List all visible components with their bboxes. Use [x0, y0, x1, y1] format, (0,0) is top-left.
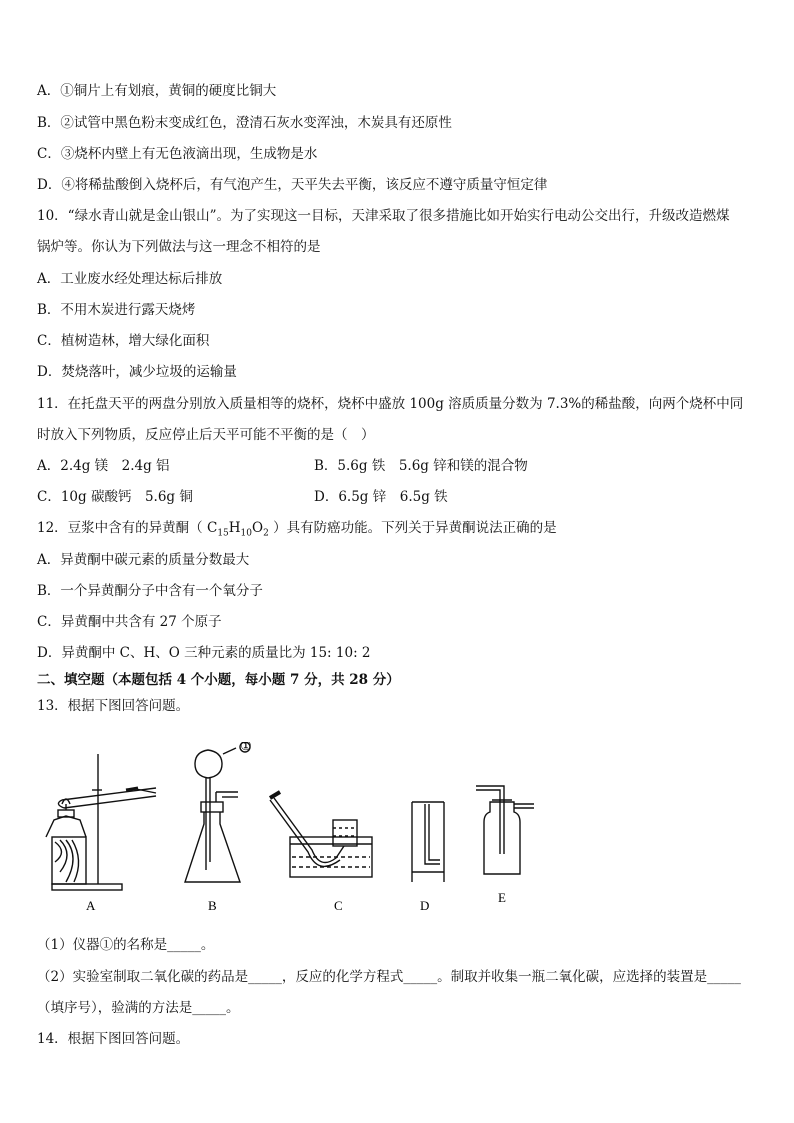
q9-option-d: D．④将稀盐酸倒入烧杯后，有气泡产生，天平失去平衡，该反应不遵守质量守恒定律	[37, 177, 548, 193]
label-b: B	[208, 898, 217, 913]
q9-option-c: C．③烧杯内壁上有无色液滴出现，生成物是水	[37, 146, 318, 162]
q11-option-b: B．5.6g 铁 5.6g 锌和镁的混合物	[314, 458, 528, 474]
formula-sub-o: 2	[263, 528, 269, 539]
apparatus-a	[46, 754, 156, 890]
formula-o: O	[252, 520, 264, 536]
apparatus-d	[412, 802, 444, 882]
q13-part-2-line1: （2）实验室制取二氧化碳的药品是_____，反应的化学方程式_____。制取并收集一瓶二氧化碳，应选择的装置是_____	[37, 969, 741, 985]
q10-option-c: C．植树造林，增大绿化面积	[37, 333, 210, 349]
formula-sub-h: 10	[240, 528, 252, 539]
apparatus-figure	[40, 742, 580, 917]
q12-option-d: D．异黄酮中 C、H、O 三种元素的质量比为 15: 10: 2	[37, 645, 371, 661]
label-c: C	[334, 898, 343, 913]
apparatus-diagram	[40, 742, 580, 917]
formula-h: H	[228, 520, 241, 536]
q12-option-b: B．一个异黄酮分子中含有一个氧分子	[37, 583, 263, 599]
q11-option-c: C．10g 碳酸钙 5.6g 铜	[37, 489, 193, 505]
q14-stem: 14．根据下图回答问题。	[37, 1031, 190, 1047]
q12-stem-post: ）具有防癌功能。下列关于异黄酮说法正确的是	[268, 520, 557, 536]
q12-stem-pre: 12．豆浆中含有的异黄酮（ C	[37, 520, 218, 536]
q10-stem-line2: 锅炉等。你认为下列做法与这一理念不相符的是	[37, 239, 321, 255]
q11-stem-line2: 时放入下列物质，反应停止后天平可能不平衡的是（ ）	[37, 427, 375, 443]
q10-option-a: A．工业废水经处理达标后排放	[37, 271, 223, 287]
q10-option-d: D．焚烧落叶，减少垃圾的运输量	[37, 364, 237, 380]
q12-option-c: C．异黄酮中共含有 27 个原子	[37, 614, 222, 630]
q13-part-1: （1）仪器①的名称是_____。	[37, 937, 215, 953]
q13-part-2-line2: （填序号），验满的方法是_____。	[37, 1000, 240, 1016]
formula-sub-c: 15	[217, 528, 229, 539]
q11-stem-line1: 11．在托盘天平的两盘分别放入质量相等的烧杯，烧杯中盛放 100g 溶质质量分数为 7.3%的稀盐酸，向两个烧杯中同	[37, 396, 744, 412]
apparatus-e	[476, 786, 534, 874]
q10-option-b: B．不用木炭进行露天烧烤	[37, 302, 196, 318]
q12-option-a: A．异黄酮中碳元素的质量分数最大	[37, 552, 250, 568]
label-d: D	[420, 898, 430, 913]
q12-stem	[37, 519, 557, 543]
apparatus-b	[185, 742, 250, 882]
label-a: A	[86, 898, 96, 913]
circled-label-1: ①	[240, 742, 252, 753]
apparatus-c	[270, 792, 372, 877]
q13-stem: 13．根据下图回答问题。	[37, 698, 190, 714]
q9-option-a: A．①铜片上有划痕，黄铜的硬度比铜大	[37, 83, 277, 99]
label-e: E	[498, 890, 506, 905]
q11-option-a: A．2.4g 镁 2.4g 铝	[37, 458, 170, 474]
q10-stem-line1: 10．“绿水青山就是金山银山”。为了实现这一目标，天津采取了很多措施比如开始实行电动公交出行，升级改造燃煤	[37, 208, 730, 224]
section-heading-fill-in: 二、填空题（本题包括 4 个小题，每小题 7 分，共 28 分）	[37, 672, 400, 688]
q11-option-d: D．6.5g 锌 6.5g 铁	[314, 489, 448, 505]
q9-option-b: B．②试管中黑色粉末变成红色，澄清石灰水变浑浊，木炭具有还原性	[37, 115, 452, 131]
